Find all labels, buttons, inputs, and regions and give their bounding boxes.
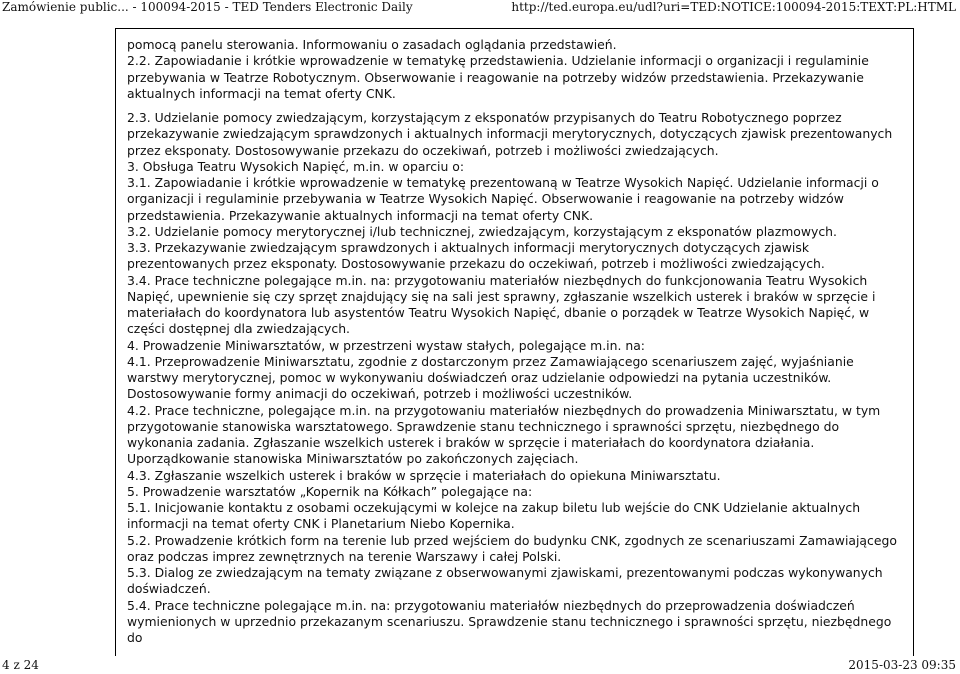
paragraph-continued: pomocą panelu sterowania. Informowaniu o zasadach oglądania przedstawień. <box>127 37 617 52</box>
paragraph-gap <box>127 102 899 110</box>
notice-content <box>127 37 899 646</box>
paragraph-2-2: 2.2. Zapowiadanie i krótkie wprowadzenie w tematykę przedstawienia. Udzielanie informacji o organizacji i regulaminie przebywania w Teatrze Robotycznym. Obserwowanie i reagowanie na potrzeby widzów przedstawienia. Przekazywanie aktualnych informacji na temat oferty CNK. <box>127 53 869 101</box>
paragraph-3: 3. Obsługa Teatru Wysokich Napięć, m.in. w oparciu o: <box>127 158 465 174</box>
paragraph-4-2: 4.2. Prace techniczne, polegające m.in. na przygotowaniu materiałów niezbędnych do prowadzenia Miniwarsztatu, w tym przygotowanie stanowiska warsztatowego. Sprawdzenie stanu technicznego i sprawności sprzętu, niezbędnego do wykonania zadania. Zgłaszanie wszelkich usterek i braków w sprzęcie i materiałach do koordynatora działania. Uporządkowanie stanowiska Miniwarsztatów po zakończonych zajęciach. <box>127 402 881 467</box>
paragraph-5-3: 5.3. Dialog ze zwiedzającym na tematy związane z obserwowanymi zjawiskami, prezentowanymi podczas wykonywanych doświadczeń. <box>127 565 883 597</box>
print-header <box>0 0 960 14</box>
page-title: Zamówienie public... - 100094-2015 - TED Tenders Electronic Daily <box>2 0 413 14</box>
paragraph-2-3: 2.3. Udzielanie pomocy zwiedzającym, korzystającym z eksponatów przypisanych do Teatru Robotycznego poprzez przekazywanie zwiedzającym sprawdzonych i aktualnych informacji merytorycznych, dotyczących zjawisk prezentowanych przez eksponaty. Dostosowywanie przekazu do oczekiwań, potrzeb i możliwości zwiedzających. <box>127 110 893 158</box>
paragraph-5-2: 5.2. Prowadzenie krótkich form na terenie lub przed wejściem do budynku CNK, zgodnych ze scenariuszami Zamawiającego oraz podczas imprez zewnętrznych na terenie Warszawy i całej Polski. <box>127 532 897 564</box>
page-url: http://ted.europa.eu/udl?uri=TED:NOTICE:100094-2015:TEXT:PL:HTML <box>511 0 956 14</box>
paragraph-5-4: 5.4. Prace techniczne polegające m.in. na: przygotowaniu materiałów niezbędnych do przeprowadzenia doświadczeń wymienionych w uprzednio przekazanym scenariuszu. Sprawdzenie stanu technicznego i sprawności sprzętu, niezbędnego do <box>127 597 892 645</box>
paragraph-3-3: 3.3. Przekazywanie zwiedzającym sprawdzonych i aktualnych informacji merytorycznych dotyczących zjawisk prezentowanych przez eksponaty. Dostosowywanie przekazu do oczekiwań, potrzeb i możliwości zwiedzających. <box>127 240 825 272</box>
paragraph-4-1: 4.1. Przeprowadzenie Miniwarsztatu, zgodnie z dostarczonym przez Zamawiającego scenariuszem zajęć, wyjaśnianie warstwy merytorycznej, pomoc w wykonywaniu doświadczeń oraz udzielanie odpowiedzi na pytania uczestników. Dostosowywanie formy animacji do oczekiwań, potrzeb i możliwości uczestników. <box>127 353 854 402</box>
paragraph-3-4: 3.4. Prace techniczne polegające m.in. na: przygotowaniu materiałów niezbędnych do funkcjonowania Teatru Wysokich Napięć, upewnienie się czy sprzęt znajdujący się na sali jest sprawny, zgłaszanie wszelkich usterek i braków w sprzęcie i materiałach do koordynatora lub asystentów Teatru Wysokich Napięć, dbanie o porządek w Teatrze Wysokich Napięć, w części dostępnej dla zwiedzających. <box>127 272 876 337</box>
paragraph-3-2: 3.2. Udzielanie pomocy merytorycznej i/lub technicznej, zwiedzającym, korzystającym z eksponatów plazmowych. <box>127 223 837 239</box>
print-datetime: 2015-03-23 09:35 <box>848 658 956 672</box>
print-footer <box>0 660 960 674</box>
paragraph-3-1: 3.1. Zapowiadanie i krótkie wprowadzenie w tematykę prezentowaną w Teatrze Wysokich Napięć. Udzielanie informacji o organizacji i regulaminie przebywania w Teatrze Wysokich Napięć. Obserwowanie i reagowanie na potrzeby widzów przedstawienia. Przekazywanie aktualnych informacji na temat oferty CNK. <box>127 175 879 223</box>
paragraph-5: 5. Prowadzenie warsztatów „Kopernik na Kółkach” polegające na: <box>127 483 533 499</box>
paragraph-4: 4. Prowadzenie Miniwarsztatów, w przestrzeni wystaw stałych, polegające m.in. na: <box>127 337 645 353</box>
paragraph-5-1: 5.1. Inicjowanie kontaktu z osobami oczekującymi w kolejce na zakup biletu lub wejście do CNK Udzielanie aktualnych informacji na temat oferty CNK i Planetarium Niebo Kopernika. <box>127 500 861 532</box>
paragraph-4-3: 4.3. Zgłaszanie wszelkich usterek i braków w sprzęcie i materiałach do opiekuna Miniwarsztatu. <box>127 467 721 483</box>
page-number: 4 z 24 <box>2 658 39 672</box>
